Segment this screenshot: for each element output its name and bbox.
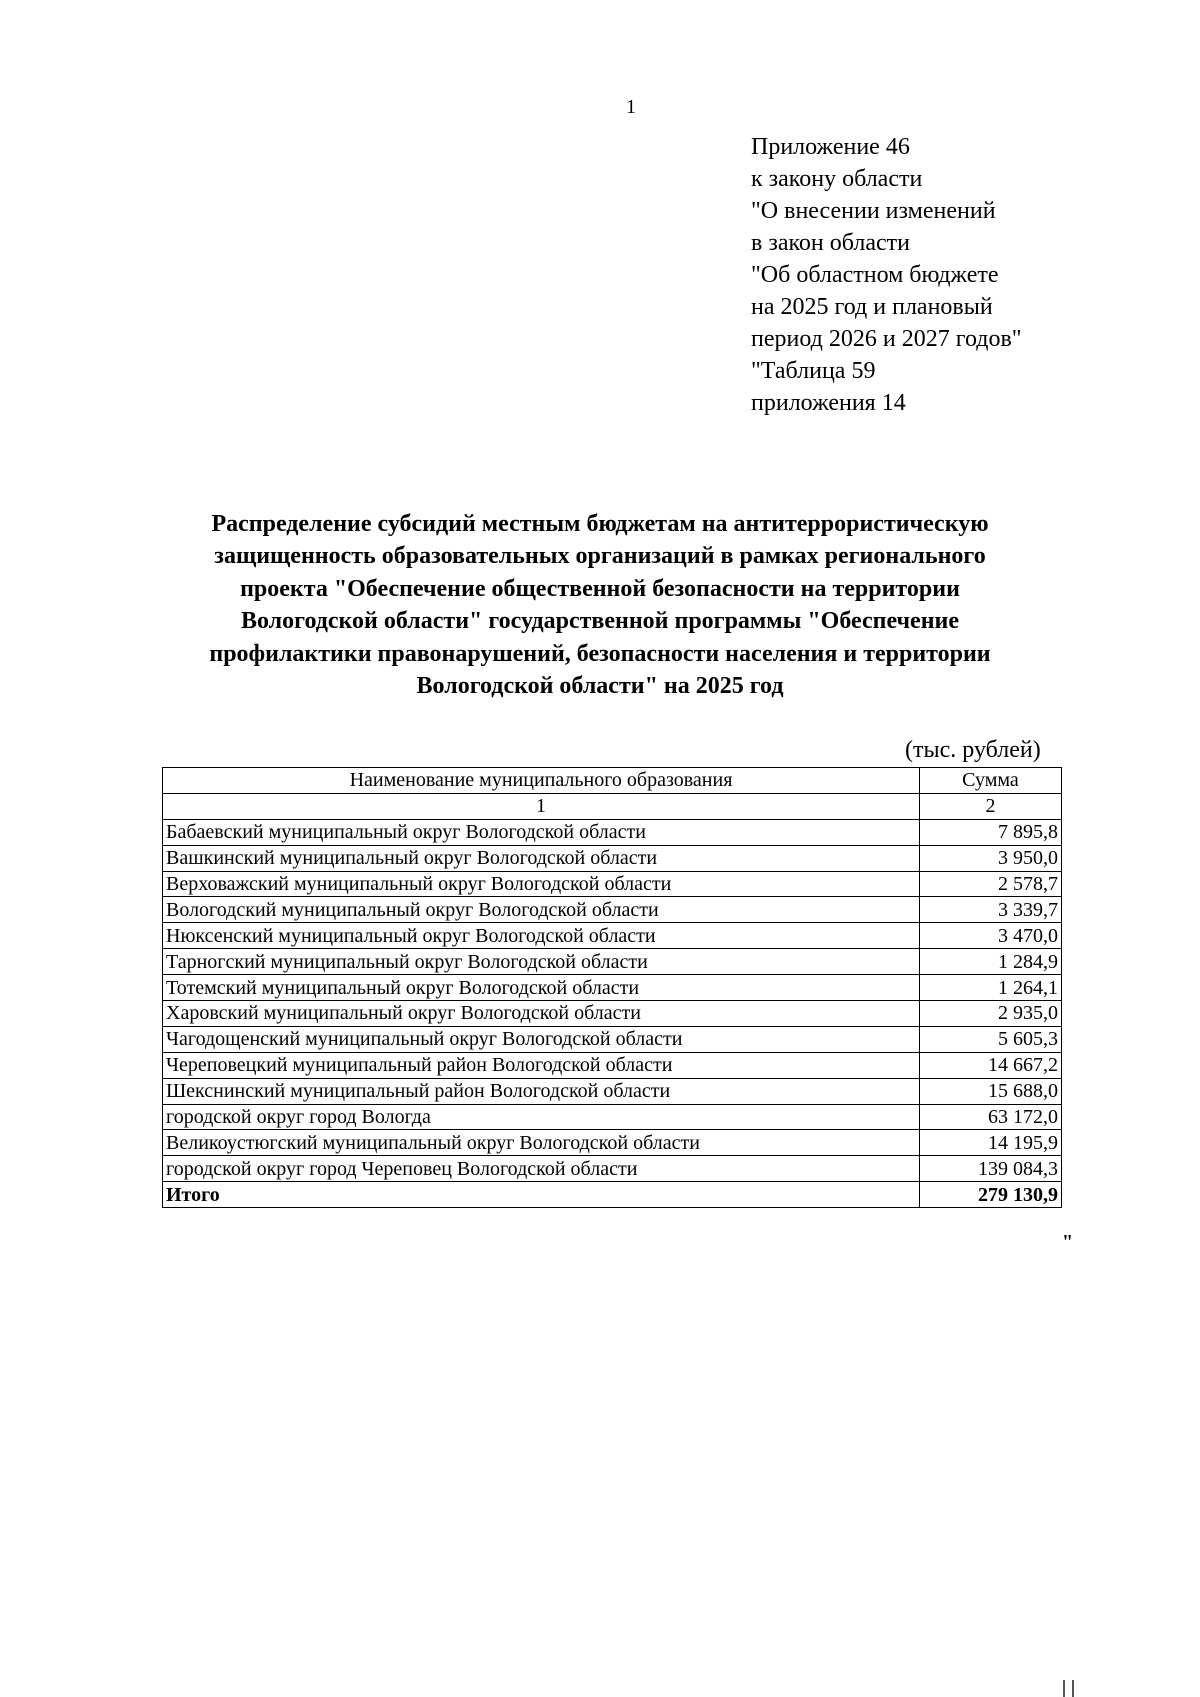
municipality-name: Тарногский муниципальный округ Вологодской области	[163, 949, 920, 975]
header-row	[163, 768, 1062, 794]
table-row	[163, 975, 1062, 1001]
total-label: Итого	[163, 1182, 920, 1208]
municipality-name: Тотемский муниципальный округ Вологодской области	[163, 975, 920, 1001]
title-line: Вологодской области" на 2025 год	[416, 673, 784, 700]
municipality-name: Бабаевский муниципальный округ Вологодской области	[163, 819, 920, 845]
table-row	[163, 1001, 1062, 1027]
appendix-line: на 2025 год и плановый	[751, 294, 993, 320]
municipality-name: Череповецкий муниципальный район Вологодской области	[163, 1052, 920, 1078]
appendix-line: "Таблица 59	[751, 358, 876, 384]
table-row	[163, 871, 1062, 897]
municipality-name: городской округ город Вологда	[163, 1104, 920, 1130]
subsidy-amount: 139 084,3	[920, 1156, 1062, 1182]
column-number: 2	[920, 793, 1062, 819]
table-row	[163, 819, 1062, 845]
municipality-name: Верховажский муниципальный округ Вологодской области	[163, 871, 920, 897]
municipality-name: городской округ город Череповец Вологодской области	[163, 1156, 920, 1182]
subsidy-amount: 14 195,9	[920, 1130, 1062, 1156]
table-row	[163, 1052, 1062, 1078]
table-row	[163, 845, 1062, 871]
table-row	[163, 949, 1062, 975]
subsidy-amount: 15 688,0	[920, 1078, 1062, 1104]
municipality-name: Вашкинский муниципальный округ Вологодской области	[163, 845, 920, 871]
table-row	[163, 1026, 1062, 1052]
table-row	[163, 923, 1062, 949]
table-row	[163, 1130, 1062, 1156]
title-line: профилактики правонарушений, безопасности населения и территории	[209, 640, 991, 667]
subsidy-amount: 14 667,2	[920, 1052, 1062, 1078]
subsidy-amount: 3 470,0	[920, 923, 1062, 949]
table-row	[163, 1104, 1062, 1130]
title-line: проекта "Обеспечение общественной безопасности на территории	[240, 575, 960, 602]
subsidy-amount: 3 950,0	[920, 845, 1062, 871]
subsidy-amount: 5 605,3	[920, 1026, 1062, 1052]
municipality-name: Великоустюгский муниципальный округ Вологодской области	[163, 1130, 920, 1156]
subsidy-amount: 3 339,7	[920, 897, 1062, 923]
appendix-line: период 2026 и 2027 годов"	[751, 326, 1022, 352]
appendix-line: приложения 14	[751, 390, 906, 416]
page-number: 1	[626, 96, 636, 118]
municipality-name: Шекснинский муниципальный район Вологодской области	[163, 1078, 920, 1104]
title-line: Вологодской области" государственной программы "Обеспечение	[240, 608, 960, 635]
title-line: защищенность образовательных организаций в рамках регионального	[214, 543, 986, 570]
appendix-reference	[751, 131, 1022, 419]
subsidies-table-container	[162, 767, 1062, 1208]
municipality-name: Вологодский муниципальный округ Вологодской области	[163, 897, 920, 923]
document-title	[150, 508, 1050, 702]
subsidy-amount: 7 895,8	[920, 819, 1062, 845]
appendix-line: Приложение 46	[751, 134, 910, 160]
municipality-name: Нюксенский муниципальный округ Вологодской области	[163, 923, 920, 949]
subsidy-amount: 1 264,1	[920, 975, 1062, 1001]
subsidy-amount: 2 578,7	[920, 871, 1062, 897]
appendix-line: к закону области	[751, 166, 923, 192]
table-body	[163, 819, 1062, 1207]
appendix-line: в закон области	[751, 230, 910, 256]
total-row	[163, 1182, 1062, 1208]
total-amount: 279 130,9	[920, 1182, 1062, 1208]
table-row	[163, 897, 1062, 923]
units-label: (тыс. рублей)	[905, 737, 1041, 763]
column-number-row	[163, 793, 1062, 819]
subsidy-amount: 63 172,0	[920, 1104, 1062, 1130]
appendix-line: "Об областном бюджете	[751, 262, 999, 288]
column-number: 1	[163, 793, 920, 819]
table-row	[163, 1156, 1062, 1182]
municipality-name: Чагодощенский муниципальный округ Вологодской области	[163, 1026, 920, 1052]
table-header	[163, 768, 1062, 820]
scan-edge-mark	[1063, 1680, 1075, 1697]
header-sum: Сумма	[920, 768, 1062, 794]
subsidy-amount: 2 935,0	[920, 1001, 1062, 1027]
table-row	[163, 1078, 1062, 1104]
title-line: Распределение субсидий местным бюджетам на антитеррористическую	[211, 511, 989, 537]
municipality-name: Харовский муниципальный округ Вологодской области	[163, 1001, 920, 1027]
header-name: Наименование муниципального образования	[163, 768, 920, 794]
subsidy-amount: 1 284,9	[920, 949, 1062, 975]
subsidies-table	[162, 767, 1062, 1208]
closing-quote: "	[1062, 1231, 1074, 1253]
appendix-line: "О внесении изменений	[751, 198, 996, 224]
